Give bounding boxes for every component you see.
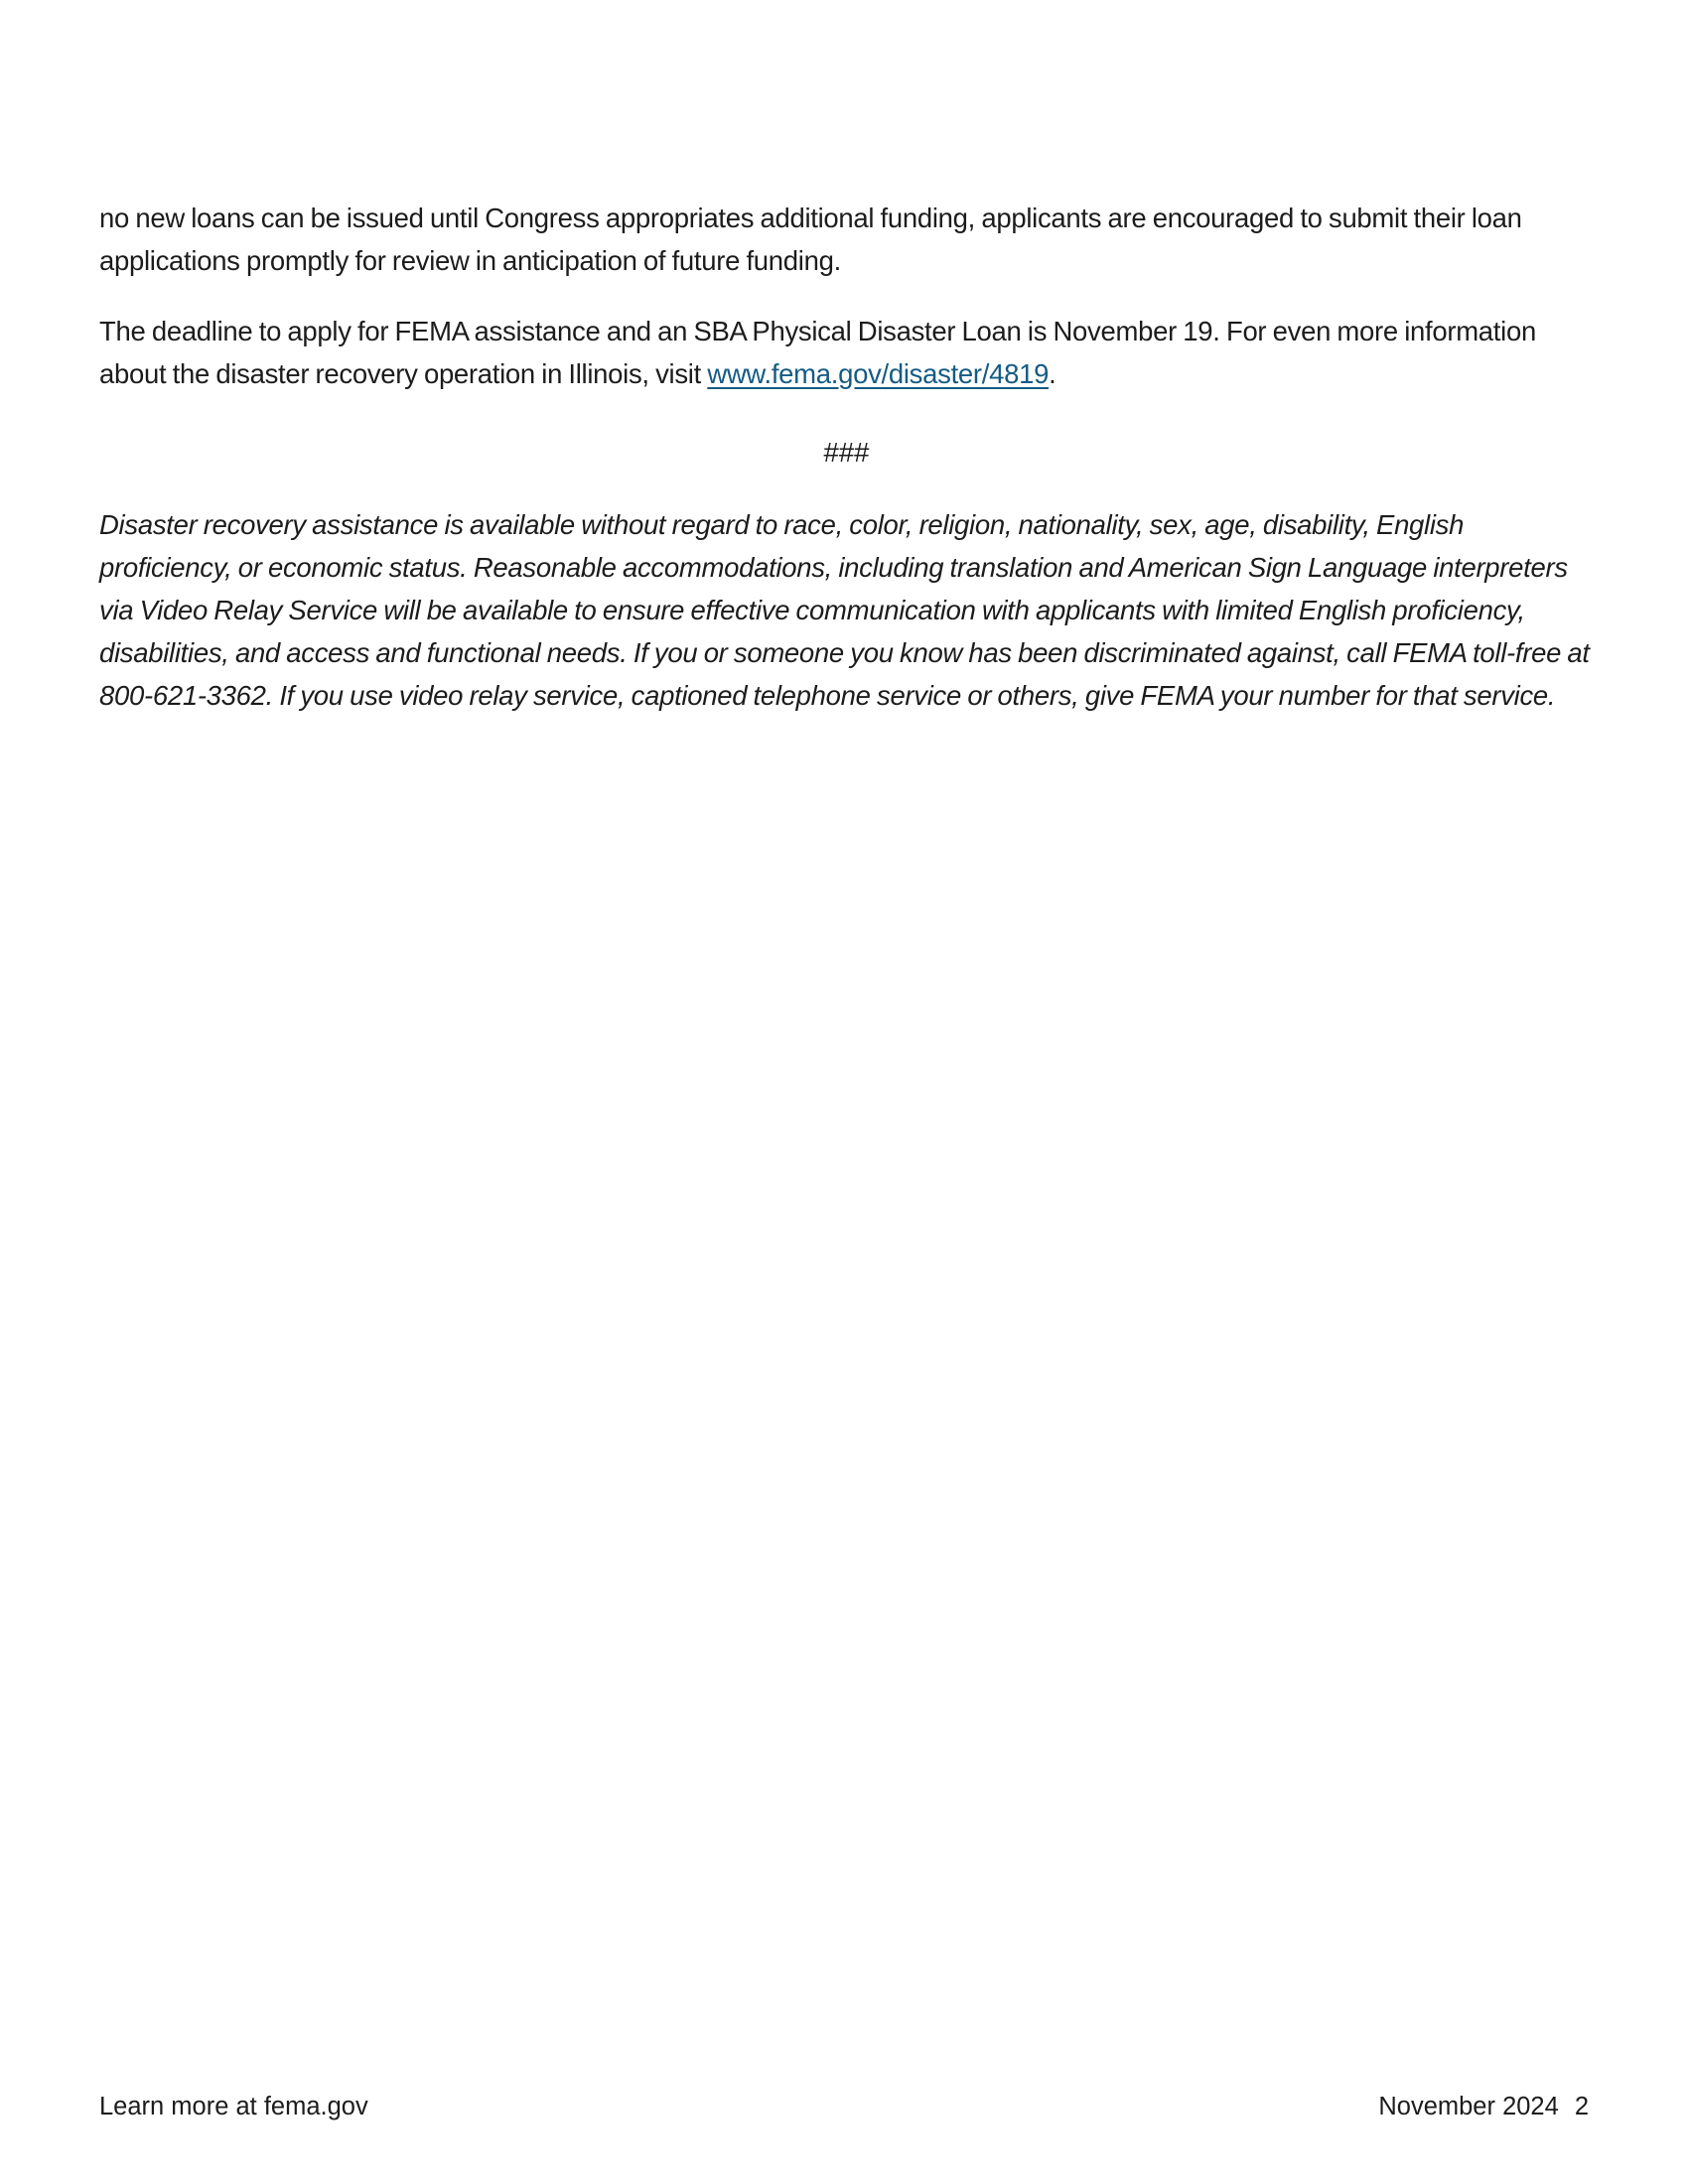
footer-page-number: 2 (1574, 2093, 1589, 2120)
footer-date: November 2024 (1378, 2093, 1559, 2120)
deadline-text: The deadline to apply for FEMA assistance and an SBA Physical Disaster Loan is November 19. For even more information about the disaster recovery operation in Illinois, visit (99, 316, 1536, 389)
end-of-release-marker: ### (823, 437, 870, 468)
document-body (99, 197, 1594, 745)
paragraph-deadline (99, 310, 1594, 395)
footer-right-group (1378, 2091, 1589, 2122)
disclaimer-paragraph: Disaster recovery assistance is available without regard to race, color, religion, nationality, sex, age, disability, English proficiency, or economic status. Reasonable accommodations, including translation and American Sign Language interpreters via Video Relay Service will be available to ensure effective communication with applicants with limited English proficiency, disabilities, and access and functional needs. If you or someone you know has been discriminated against, call FEMA toll-free at 800-621-3362. If you use video relay service, captioned telephone service or others, give FEMA your number for that service. (99, 509, 1590, 711)
fema-disaster-link[interactable]: www.fema.gov/disaster/4819 (707, 358, 1050, 389)
paragraph-loans: no new loans can be issued until Congress appropriates additional funding, applicants are encouraged to submit their loan applications promptly for review in anticipation of future funding. (99, 203, 1522, 276)
footer-learn-more: Learn more at fema.gov (99, 2093, 368, 2120)
page-footer (99, 2091, 1589, 2122)
deadline-period: . (1049, 358, 1056, 389)
